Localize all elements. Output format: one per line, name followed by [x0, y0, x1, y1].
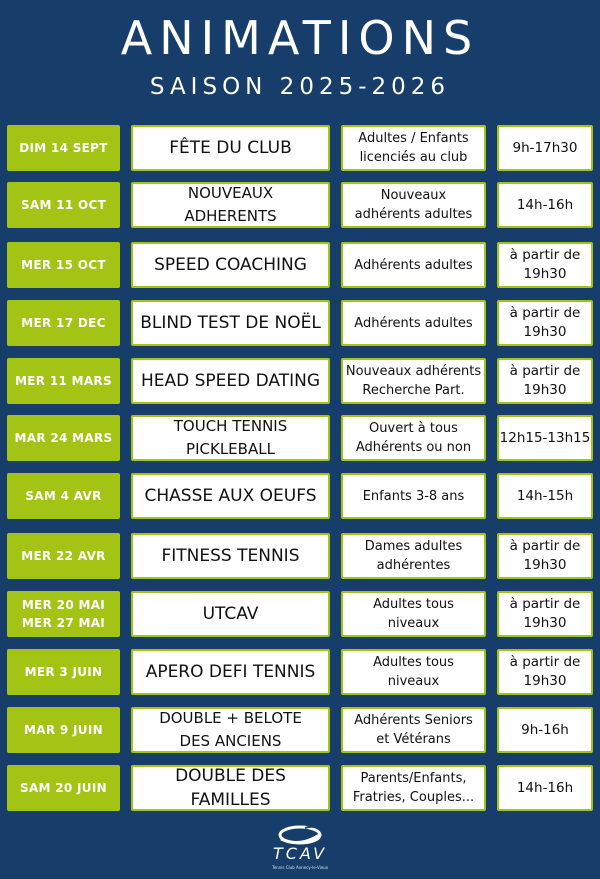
- event-audience: Adhérents Seniors et Vétérans: [341, 707, 486, 753]
- event-name: UTCAV: [131, 591, 330, 637]
- event-time: à partir de 19h30: [497, 649, 593, 695]
- event-audience: Adultes / Enfants licenciés au club: [341, 125, 486, 171]
- event-audience: Dames adultes adhérentes: [341, 533, 486, 579]
- event-name: DOUBLE DES FAMILLES: [131, 765, 330, 811]
- event-date: MER 11 MARS: [7, 358, 120, 404]
- event-name: TOUCH TENNIS PICKLEBALL: [131, 415, 330, 461]
- event-name: FITNESS TENNIS: [131, 533, 330, 579]
- event-time: à partir de 19h30: [497, 358, 593, 404]
- event-name: CHASSE AUX OEUFS: [131, 473, 330, 519]
- event-audience: Adultes tous niveaux: [341, 591, 486, 637]
- event-row: [0, 765, 600, 811]
- event-audience: Nouveaux adhérents Recherche Part.: [341, 358, 486, 404]
- event-name: HEAD SPEED DATING: [131, 358, 330, 404]
- event-name: SPEED COACHING: [131, 242, 330, 288]
- event-audience: Adultes tous niveaux: [341, 649, 486, 695]
- event-row: [0, 473, 600, 519]
- event-date: MER 15 OCT: [7, 242, 120, 288]
- event-date: MER 20 MAI MER 27 MAI: [7, 591, 120, 637]
- event-audience: Adhérents adultes: [341, 242, 486, 288]
- event-audience: Ouvert à tous Adhérents ou non: [341, 415, 486, 461]
- event-time: 14h-16h: [497, 182, 593, 228]
- event-row: [0, 358, 600, 404]
- event-date: MER 3 JUIN: [7, 649, 120, 695]
- event-date: MAR 24 MARS: [7, 415, 120, 461]
- event-date: MER 17 DEC: [7, 300, 120, 346]
- page-title: ANIMATIONS: [120, 11, 480, 65]
- event-row: [0, 300, 600, 346]
- event-date: SAM 4 AVR: [7, 473, 120, 519]
- event-audience: Enfants 3-8 ans: [341, 473, 486, 519]
- event-name: APERO DEFI TENNIS: [131, 649, 330, 695]
- event-name: NOUVEAUX ADHERENTS: [131, 182, 330, 228]
- club-logo: [255, 822, 345, 878]
- event-audience: Nouveaux adhérents adultes: [341, 182, 486, 228]
- event-row: [0, 649, 600, 695]
- logo-tagline: Tennis Club Annecy-le-Vieux: [271, 865, 329, 870]
- event-row: [0, 242, 600, 288]
- event-row: [0, 533, 600, 579]
- event-time: 9h-17h30: [497, 125, 593, 171]
- event-time: 9h-16h: [497, 707, 593, 753]
- event-time: à partir de 19h30: [497, 533, 593, 579]
- event-time: à partir de 19h30: [497, 591, 593, 637]
- event-row: [0, 415, 600, 461]
- event-time: 14h-16h: [497, 765, 593, 811]
- event-date: MER 22 AVR: [7, 533, 120, 579]
- event-date: DIM 14 SEPT: [7, 125, 120, 171]
- event-time: 12h15-13h15: [497, 415, 593, 461]
- event-time: à partir de 19h30: [497, 300, 593, 346]
- event-date: SAM 11 OCT: [7, 182, 120, 228]
- event-time: à partir de 19h30: [497, 242, 593, 288]
- event-name: DOUBLE + BELOTE DES ANCIENS: [131, 707, 330, 753]
- season-subtitle: SAISON 2025-2026: [149, 74, 451, 100]
- event-time: 14h-15h: [497, 473, 593, 519]
- event-date: SAM 20 JUIN: [7, 765, 120, 811]
- logo-wordmark: TCAV: [272, 844, 328, 863]
- event-row: [0, 707, 600, 753]
- event-name: FÊTE DU CLUB: [131, 125, 330, 171]
- event-name: BLIND TEST DE NOËL: [131, 300, 330, 346]
- event-row: [0, 591, 600, 637]
- event-row: [0, 182, 600, 228]
- event-audience: Parents/Enfants, Fratries, Couples...: [341, 765, 486, 811]
- event-date: MAR 9 JUIN: [7, 707, 120, 753]
- event-row: [0, 125, 600, 171]
- event-audience: Adhérents adultes: [341, 300, 486, 346]
